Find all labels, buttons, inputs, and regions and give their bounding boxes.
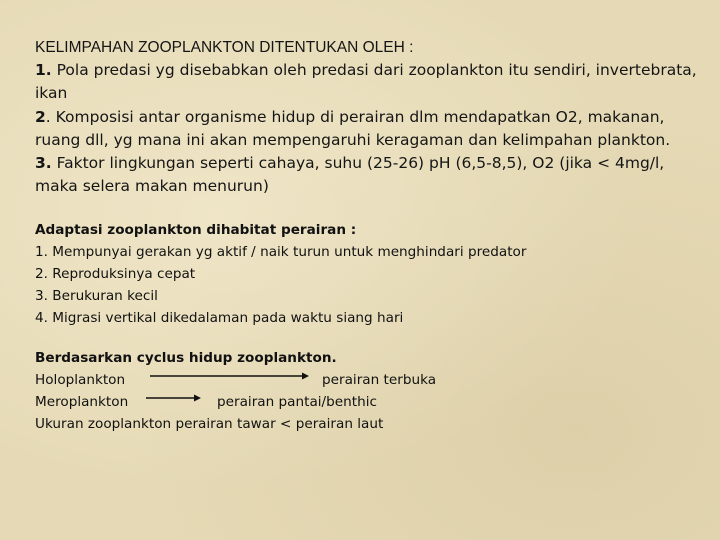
arrow-right-icon xyxy=(150,369,310,391)
item-text: Pola predasi yg disebabkan oleh predasi dari zooplankton itu sendiri, invertebrata, ikan xyxy=(35,61,697,103)
determinant-item-3 xyxy=(35,152,705,198)
meroplankton-term: Meroplankton xyxy=(35,394,129,410)
size-comparison-note: Ukuran zooplankton perairan tawar < perairan laut xyxy=(35,416,384,432)
determinants-heading: KELIMPAHAN ZOOPLANKTON DITENTUKAN OLEH : xyxy=(35,39,414,56)
item-number: 1. xyxy=(35,61,52,80)
adaptations-heading: Adaptasi zooplankton dihabitat perairan : xyxy=(35,222,357,238)
adaptation-item-1: 1. Mempunyai gerakan yg aktif / naik turun untuk menghindari predator xyxy=(35,244,527,260)
holoplankton-term: Holoplankton xyxy=(35,372,126,388)
item-number: 3. xyxy=(35,154,52,173)
item-text: Faktor lingkungan seperti cahaya, suhu (25-26) pH (6,5-8,5), O2 (jika < 4mg/l, maka selera makan menurun) xyxy=(35,154,665,196)
adaptation-item-4: 4. Migrasi vertikal dikedalaman pada waktu siang hari xyxy=(35,310,404,326)
determinant-item-2 xyxy=(35,106,705,152)
meroplankton-destination: perairan pantai/benthic xyxy=(217,394,377,410)
meroplankton-row xyxy=(35,391,705,413)
item-text: . Komposisi antar organisme hidup di perairan dlm mendapatkan O2, makanan, ruang dll, yg mana ini akan mempengaruhi keragaman dan kelimpahan plankton. xyxy=(35,107,671,149)
life-cycle-heading: Berdasarkan cyclus hidup zooplankton. xyxy=(35,350,337,366)
arrow-right-icon xyxy=(146,391,202,413)
section-life-cycle xyxy=(35,347,705,435)
determinant-item-1 xyxy=(35,59,705,105)
holoplankton-row xyxy=(35,369,705,391)
section-determinants xyxy=(35,36,705,198)
item-number: 2 xyxy=(35,107,46,126)
adaptation-item-3: 3. Berukuran kecil xyxy=(35,288,158,304)
adaptation-item-2: 2. Reproduksinya cepat xyxy=(35,266,196,282)
section-adaptations xyxy=(35,219,705,329)
holoplankton-destination: perairan terbuka xyxy=(322,372,437,388)
